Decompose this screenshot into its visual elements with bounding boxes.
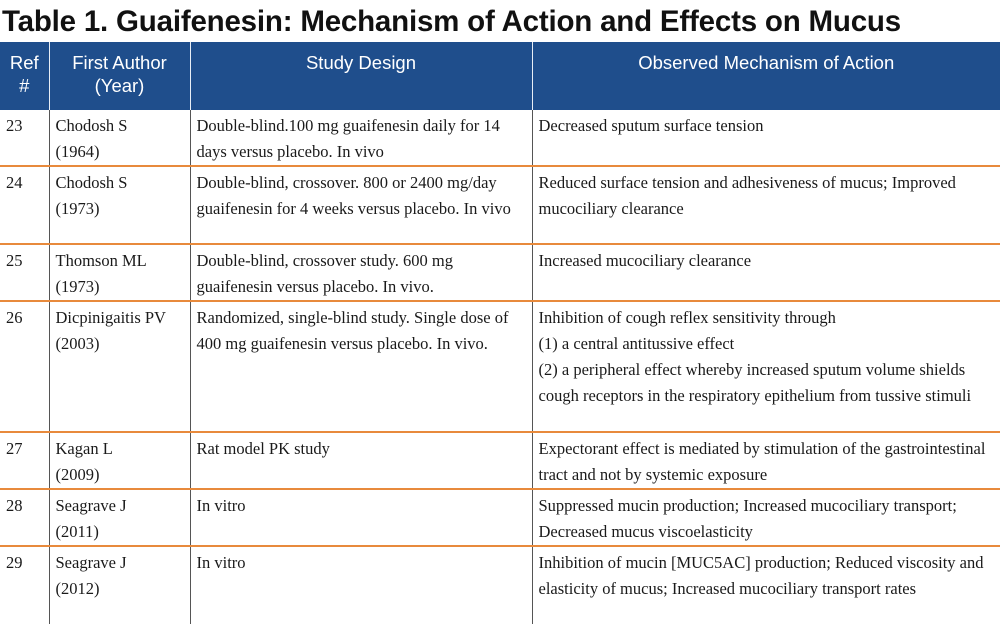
author-name: Dicpinigaitis PV: [55, 308, 166, 327]
cell-mechanism: [532, 301, 1000, 432]
mechanism-line: (2) a peripheral effect whereby increased sputum volume shields cough receptors in the respiratory epithelium from tussive stimuli: [538, 360, 972, 405]
mechanism-line: Increased mucociliary clearance: [538, 251, 752, 270]
cell-ref: 25: [0, 244, 49, 301]
cell-author: [49, 546, 190, 624]
cell-design: In vitro: [190, 546, 532, 624]
cell-ref: 28: [0, 489, 49, 546]
cell-design: Randomized, single-blind study. Single dose of 400 mg guaifenesin versus placebo. In vivo.: [190, 301, 532, 432]
author-name: Chodosh S: [55, 116, 128, 135]
table-title: Table 1. Guaifenesin: Mechanism of Action and Effects on Mucus: [2, 5, 901, 38]
cell-design: Double-blind.100 mg guaifenesin daily for 14 days versus placebo. In vivo: [190, 110, 532, 166]
author-year: (1964): [55, 142, 100, 161]
cell-design: Double-blind, crossover study. 600 mg guaifenesin versus placebo. In vivo.: [190, 244, 532, 301]
cell-ref: 27: [0, 432, 49, 489]
cell-author: [49, 489, 190, 546]
author-year: (2012): [55, 579, 100, 598]
cell-design: In vitro: [190, 489, 532, 546]
header-mechanism: Observed Mechanism of Action: [532, 42, 1000, 110]
header-author: [49, 42, 190, 110]
header-row: [0, 42, 1000, 110]
author-year: (2011): [55, 522, 99, 541]
mechanism-line: Inhibition of mucin [MUC5AC] production; Reduced viscosity and elasticity of mucus; Increased mucociliary transport rates: [538, 553, 984, 598]
author-year: (1973): [55, 199, 100, 218]
author-year: (1973): [55, 277, 100, 296]
header-design: Study Design: [190, 42, 532, 110]
table-row: [0, 489, 1000, 546]
table-row: [0, 244, 1000, 301]
cell-mechanism: [532, 110, 1000, 166]
data-table: [0, 42, 1000, 624]
author-year: (2009): [55, 465, 100, 484]
cell-author: [49, 166, 190, 244]
mechanism-line: Suppressed mucin production; Increased mucociliary transport; Decreased mucus viscoelasticity: [538, 496, 957, 541]
header-author-line2: (Year): [94, 75, 145, 96]
mechanism-line: Inhibition of cough reflex sensitivity through: [538, 308, 836, 327]
mechanism-line: Reduced surface tension and adhesiveness of mucus; Improved mucociliary clearance: [538, 173, 956, 218]
table-row: [0, 546, 1000, 624]
cell-ref: 29: [6, 553, 23, 572]
cell-mechanism: [532, 489, 1000, 546]
author-name: Seagrave J: [55, 553, 127, 572]
cell-author: [49, 110, 190, 166]
mechanism-line: Decreased sputum surface tension: [538, 116, 764, 135]
cell-author: [49, 432, 190, 489]
author-name: Thomson ML: [55, 251, 147, 270]
cell-mechanism: [532, 244, 1000, 301]
table-row: [0, 110, 1000, 166]
header-ref: [0, 42, 49, 110]
cell-mechanism: [532, 166, 1000, 244]
cell-ref: 24: [0, 166, 49, 244]
header-author-line1: First Author: [72, 52, 167, 73]
cell-mechanism: [532, 432, 1000, 489]
header-ref-line2: #: [19, 75, 30, 96]
table-header: [0, 42, 1000, 110]
cell-design: Rat model PK study: [190, 432, 532, 489]
mechanism-line: Expectorant effect is mediated by stimulation of the gastrointestinal tract and not by systemic exposure: [538, 439, 986, 484]
author-year: (2003): [55, 334, 100, 353]
table-body: [0, 110, 1000, 624]
cell-ref: 26: [0, 301, 49, 432]
mechanism-line: (1) a central antitussive effect: [538, 334, 735, 353]
header-ref-line1: Ref: [9, 52, 39, 73]
table-row: [0, 166, 1000, 244]
cell-author: [49, 244, 190, 301]
cell-author: [49, 301, 190, 432]
table-row: [0, 301, 1000, 432]
cell-mechanism: [532, 546, 1000, 624]
cell-ref: 23: [0, 110, 49, 166]
author-name: Kagan L: [55, 439, 113, 458]
table-row: [0, 432, 1000, 489]
cell-design: Double-blind, crossover. 800 or 2400 mg/day guaifenesin for 4 weeks versus placebo. In vivo: [190, 166, 532, 244]
author-name: Chodosh S: [55, 173, 128, 192]
author-name: Seagrave J: [55, 496, 127, 515]
